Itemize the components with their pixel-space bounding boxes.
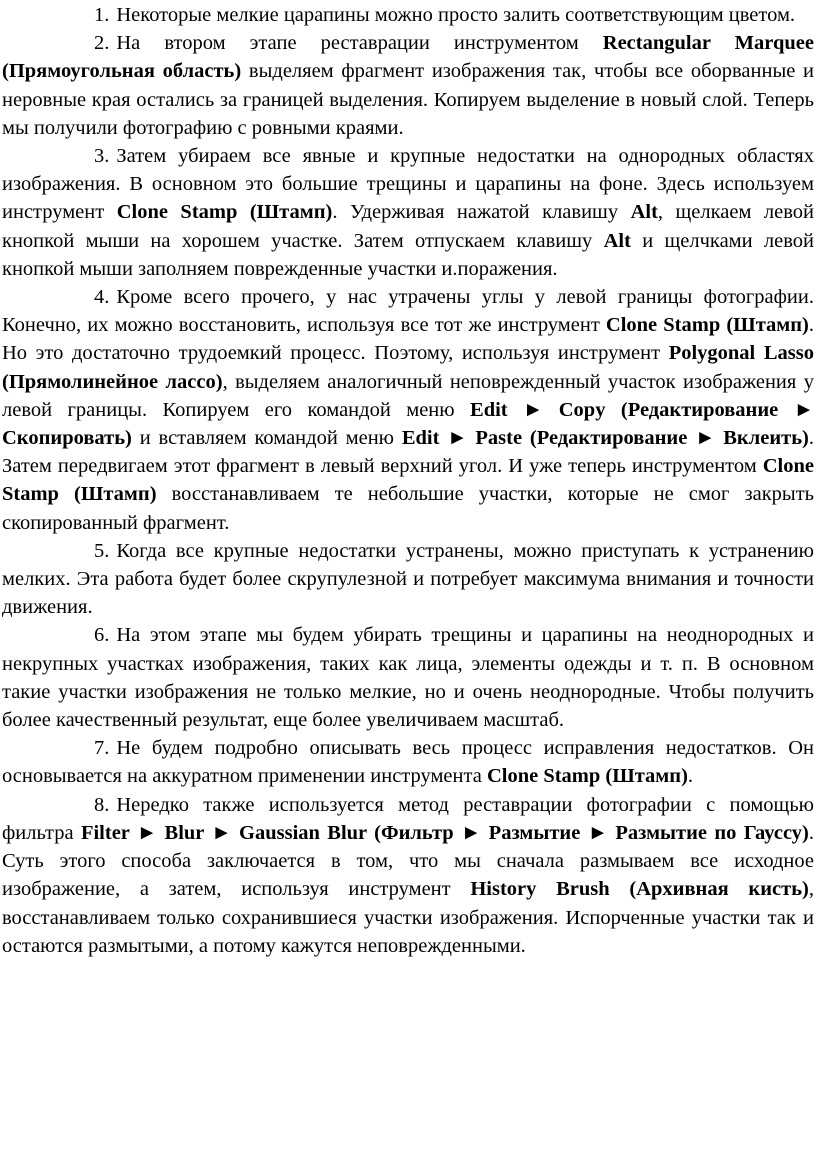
paragraph-text: . Но это достаточно трудоемкий процесс. Поэтому, используя инструмент — [2, 314, 814, 365]
tool-name: Rectangular Marquee (Прямоугольная область) — [2, 32, 814, 83]
tool-name: Clone Stamp (Штамп) — [116, 201, 333, 224]
paragraph-number: 6. — [94, 624, 110, 647]
paragraph-text: Нередко также используется метод реставрации фотографии с помощью фильтра — [2, 793, 814, 844]
paragraph-number: 1. — [94, 4, 110, 26]
paragraph-text: восстанавливаем те небольшие участки, которые не смог закрыть скопированный фрагмент. — [2, 483, 815, 534]
paragraph-text: Когда все крупные недостатки устранены, можно приступать к устранению мелких. Эта работа будет более скрупулезной и потребует максимума внимания и точности движения. — [2, 539, 814, 619]
paragraph-2 — [2, 29, 814, 142]
key-name: Alt — [630, 201, 658, 224]
paragraph-8 — [2, 791, 814, 960]
paragraph-text: Затем убираем все явные и крупные недостатки на однородных областях изображения. В основном это большие трещины и царапины на фоне. Здесь используем инструмент — [2, 145, 814, 224]
paragraph-number: 5. — [94, 539, 110, 562]
paragraph-text: Кроме всего прочего, у нас утрачены углы у левой границы фотографии. Конечно, их можно восстановить, используя все тот же инструмент — [2, 286, 814, 337]
menu-command: Edit ► Copy (Редактирование ► Скопировать) — [2, 398, 814, 450]
paragraph-6 — [2, 621, 814, 734]
menu-command: Filter ► Blur ► Gaussian Blur (Фильтр ► Размытие ► Размытие по Гауссу) — [80, 821, 809, 844]
paragraph-5 — [2, 537, 814, 622]
tool-name: History Brush (Архивная кисть) — [470, 878, 809, 901]
paragraph-text: . — [687, 765, 694, 788]
paragraph-text: выделяем фрагмент изображения так, чтобы все оборванные и неровные края остались за границей выделения. Копируем выделение в новый слой. Теперь мы получили фотографию с ровными краями. — [2, 60, 814, 139]
paragraph-number: 3. — [94, 145, 110, 168]
paragraph-text: Не будем подробно описывать весь процесс исправления недостатков. Он основывается на аккуратном применении инструмента — [2, 737, 814, 788]
tool-name: Clone Stamp (Штамп) — [605, 314, 809, 337]
tool-name: Clone Stamp (Штамп) — [486, 765, 688, 788]
paragraph-number: 4. — [94, 286, 110, 309]
paragraph-3 — [2, 142, 814, 283]
paragraph-text: и вставляем командой меню — [131, 427, 402, 450]
paragraph-number: 7. — [94, 737, 110, 760]
paragraph-text: и щелчками левой кнопкой мыши заполняем поврежденные участки и.поражения. — [2, 229, 814, 280]
document-page — [0, 1, 816, 1154]
paragraph-1 — [2, 1, 814, 29]
paragraph-text: Некоторые мелкие царапины можно просто залить соответствующим цветом. — [116, 4, 796, 26]
paragraph-text: . Затем передвигаем этот фрагмент в левый верхний угол. И уже теперь инструментом — [2, 427, 815, 478]
paragraph-number: 8. — [94, 793, 110, 816]
tool-name: Polygonal Lasso (Прямолинейное лассо) — [2, 342, 814, 393]
paragraph-number: 2. — [94, 32, 110, 55]
key-name: Alt — [603, 229, 631, 252]
paragraph-text: , щелкаем левой кнопкой мыши на хорошем участке. Затем отпускаем клавишу — [2, 201, 814, 252]
paragraph-text: На втором этапе реставрации инструментом — [116, 32, 603, 55]
paragraph-text: На этом этапе мы будем убирать трещины и царапины на неоднородных и некрупных участках изображения, таких как лица, элементы одежды и т. п. В основном такие участки изображения не только мелкие, но и очень неоднородные. Чтобы получить более качественный результат, еще более увеличиваем масштаб. — [2, 624, 814, 732]
paragraph-text: . Суть этого способа заключается в том, что мы сначала размываем все исходное изображение, а затем, используя инструмент — [2, 821, 814, 901]
paragraph-text: . Удерживая нажатой клавишу — [332, 201, 631, 224]
paragraph-text: , выделяем аналогичный неповрежденный участок изображения у левой границы. Копируем его командой меню — [2, 370, 814, 421]
paragraph-text: , восстанавливаем только сохранившиеся участки изображения. Испорченные участки так и остаются размытыми, а потому кажутся неповрежденными. — [2, 878, 814, 957]
paragraph-7 — [2, 734, 814, 790]
menu-command: Edit ► Paste (Редактирование ► Вклеить) — [401, 427, 809, 450]
tool-name: Clone Stamp (Штамп) — [2, 455, 814, 506]
paragraph-4 — [2, 283, 814, 537]
